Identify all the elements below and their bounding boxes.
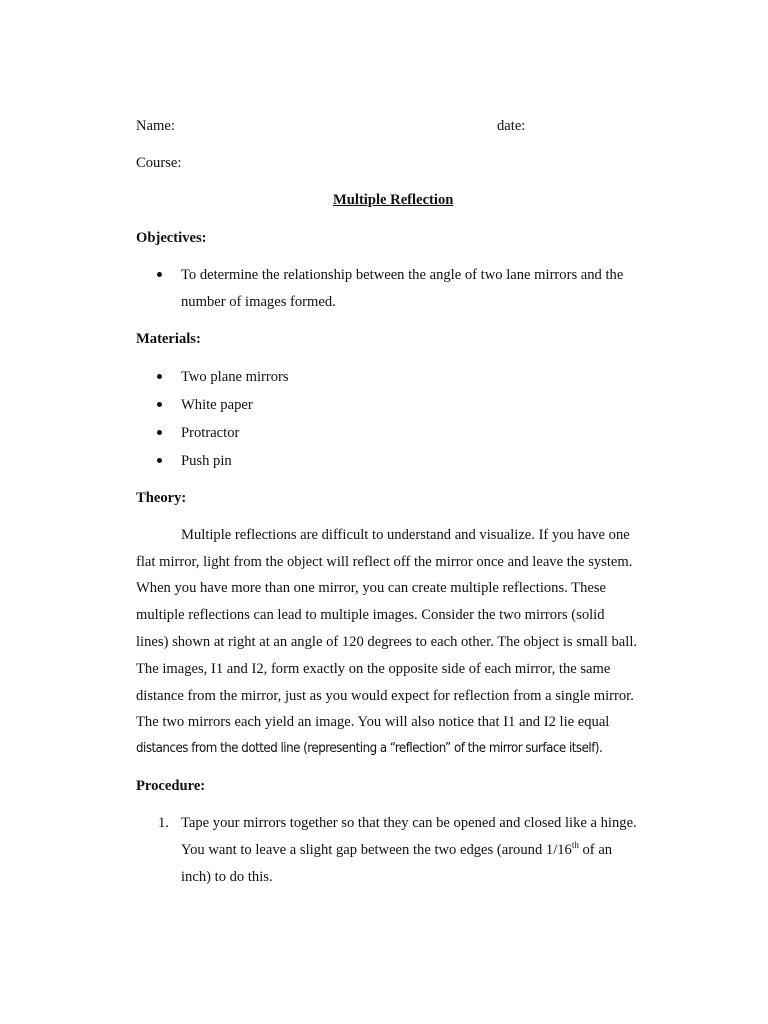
procedure-step-line-3: inch) to do this. [181, 869, 273, 885]
step-number: 1. [158, 815, 169, 831]
name-label: Name: [136, 118, 175, 134]
bullet-icon [157, 430, 162, 435]
theory-line: lines) shown at right at an angle of 120 degrees to each other. The object is small ball. [136, 634, 638, 650]
theory-line: The two mirrors each yield an image. You will also notice that I1 and I2 lie equal [136, 714, 610, 730]
theory-heading: Theory: [136, 490, 187, 506]
theory-line: The images, I1 and I2, form exactly on the opposite side of each mirror, the same [136, 661, 611, 677]
material-item: Push pin [181, 453, 232, 469]
procedure-step-line-1: Tape your mirrors together so that they can be opened and closed like a hinge. [181, 815, 637, 831]
bullet-icon [157, 458, 162, 463]
document-title: Multiple Reflection [333, 192, 454, 208]
procedure-step-text: You want to leave a slight gap between the two edges (around 1/16 [181, 842, 572, 858]
date-label: date: [497, 118, 526, 134]
material-item: White paper [181, 397, 253, 413]
course-label: Course: [136, 155, 182, 171]
theory-line: distances from the dotted line (representing a “reflection” of the mirror surface itself). [136, 741, 603, 756]
theory-line: distance from the mirror, just as you would expect for reflection from a single mirror. [136, 688, 634, 704]
objective-item-line-1: To determine the relationship between the angle of two lane mirrors and the [181, 267, 624, 283]
ordinal-superscript: th [571, 840, 579, 850]
procedure-step-line-2 [181, 841, 612, 859]
material-item: Protractor [181, 425, 240, 441]
bullet-icon [157, 272, 162, 277]
theory-line: When you have more than one mirror, you can create multiple reflections. These [136, 580, 607, 596]
theory-line: flat mirror, light from the object will reflect off the mirror once and leave the system. [136, 554, 633, 570]
material-item: Two plane mirrors [181, 369, 289, 385]
bullet-icon [157, 402, 162, 407]
procedure-step-text: of an [578, 842, 613, 858]
objective-item-line-2: number of images formed. [181, 294, 336, 310]
procedure-heading: Procedure: [136, 778, 206, 794]
theory-line: multiple reflections can lead to multiple images. Consider the two mirrors (solid [136, 607, 605, 623]
theory-line: Multiple reflections are difficult to understand and visualize. If you have one [181, 527, 630, 543]
bullet-icon [157, 374, 162, 379]
materials-heading: Materials: [136, 331, 201, 347]
objectives-heading: Objectives: [136, 230, 207, 246]
